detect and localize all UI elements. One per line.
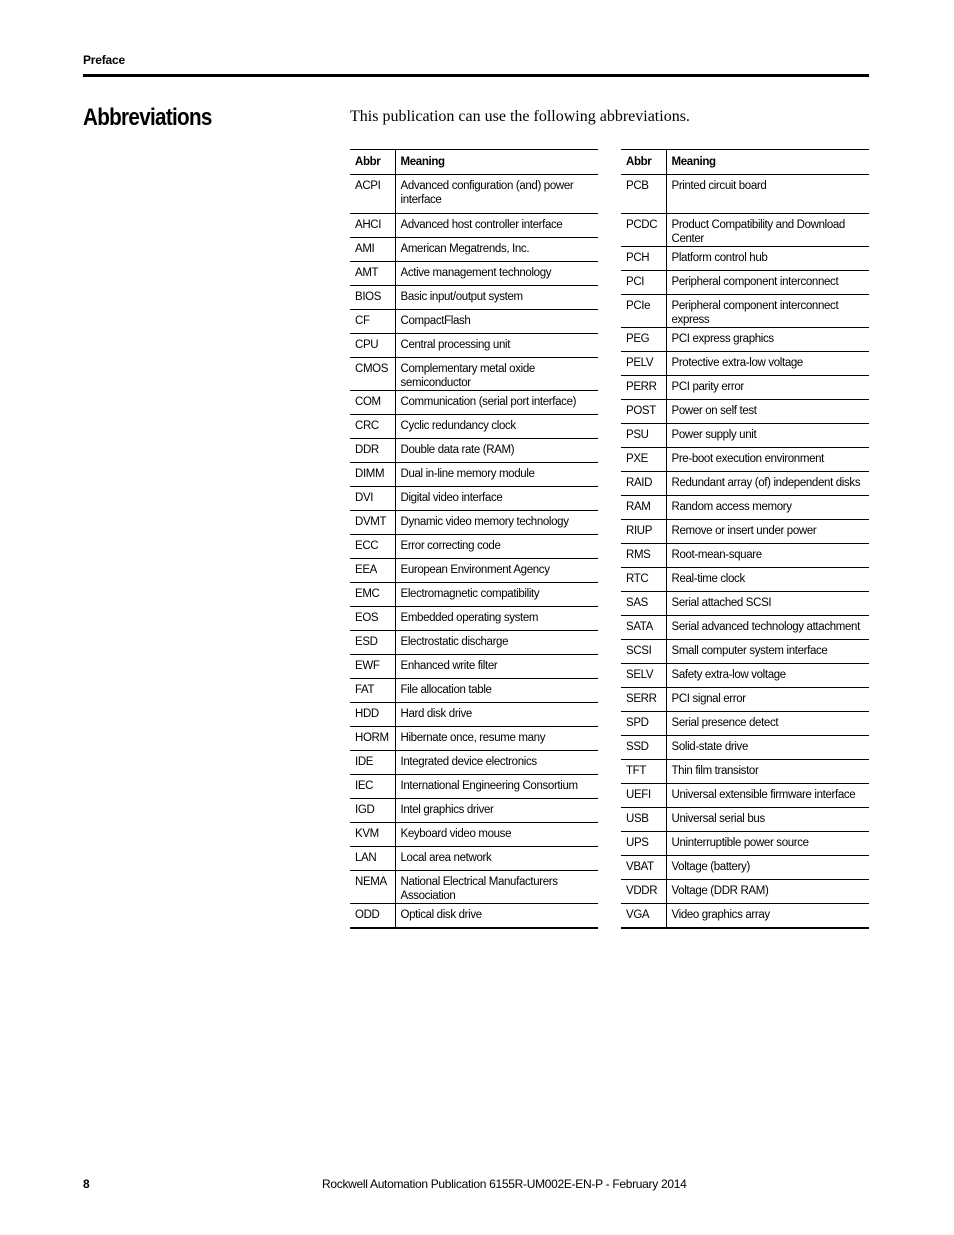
meaning-cell: Platform control hub [666,247,869,271]
meaning-cell: Error correcting code [395,535,598,559]
meaning-cell: Product Compatibility and Download Center [666,214,869,247]
meaning-cell: Pre-boot execution environment [666,448,869,472]
meaning-cell: Electrostatic discharge [395,631,598,655]
table-row [350,775,598,799]
table-row [350,535,598,559]
meaning-cell: Power on self test [666,400,869,424]
meaning-cell: Redundant array (of) independent disks [666,472,869,496]
table-row [350,439,598,463]
table-row [621,640,869,664]
meaning-cell: Central processing unit [395,334,598,358]
table-row [350,799,598,823]
table-row [621,568,869,592]
abbr-cell: AMT [350,262,395,286]
abbr-cell: HORM [350,727,395,751]
abbr-cell: ESD [350,631,395,655]
column-header-abbr: Abbr [621,150,666,175]
table-row [350,415,598,439]
abbr-cell: UPS [621,832,666,856]
meaning-cell: Embedded operating system [395,607,598,631]
abbr-cell: EWF [350,655,395,679]
meaning-cell: International Engineering Consortium [395,775,598,799]
table-row [350,175,598,214]
header-rule [83,74,869,77]
meaning-cell: Communication (serial port interface) [395,391,598,415]
table-row [621,616,869,640]
abbr-cell: EOS [350,607,395,631]
table-row [350,358,598,391]
table-row [350,904,598,928]
section-title: Abbreviations [83,104,212,131]
intro-text: This publication can use the following abbreviations. [350,108,690,125]
abbr-cell: VGA [621,904,666,928]
abbr-cell: TFT [621,760,666,784]
meaning-cell: PCI express graphics [666,328,869,352]
abbr-cell: PELV [621,352,666,376]
abbreviations-table-right [621,149,869,929]
meaning-cell: Integrated device electronics [395,751,598,775]
abbr-cell: CMOS [350,358,395,391]
meaning-cell: Advanced host controller interface [395,214,598,238]
meaning-cell: Universal serial bus [666,808,869,832]
table-row [621,271,869,295]
table-row [350,487,598,511]
table-row [621,214,869,247]
meaning-cell: Remove or insert under power [666,520,869,544]
table-row [621,247,869,271]
abbr-cell: SATA [621,616,666,640]
meaning-cell: Voltage (battery) [666,856,869,880]
table-row [621,400,869,424]
abbr-cell: KVM [350,823,395,847]
abbr-cell: PCI [621,271,666,295]
meaning-cell: Root-mean-square [666,544,869,568]
meaning-cell: Serial presence detect [666,712,869,736]
abbr-cell: CRC [350,415,395,439]
abbr-cell: ODD [350,904,395,928]
meaning-cell: Optical disk drive [395,904,598,928]
table-row [350,727,598,751]
abbr-cell: UEFI [621,784,666,808]
column-header-abbr: Abbr [350,150,395,175]
meaning-cell: Solid-state drive [666,736,869,760]
abbr-cell: ACPI [350,175,395,214]
abbr-cell: RMS [621,544,666,568]
column-header-meaning: Meaning [395,150,598,175]
abbr-cell: LAN [350,847,395,871]
abbr-cell: SCSI [621,640,666,664]
table-row [621,352,869,376]
meaning-cell: PCI parity error [666,376,869,400]
table-row [621,880,869,904]
table-header-row [621,150,869,175]
meaning-cell: Safety extra-low voltage [666,664,869,688]
meaning-cell: National Electrical Manufacturers Association [395,871,598,904]
table-row [350,607,598,631]
table-row [621,736,869,760]
abbr-cell: CF [350,310,395,334]
table-row [350,286,598,310]
table-row [350,583,598,607]
table-row [350,238,598,262]
abbr-cell: DDR [350,439,395,463]
meaning-cell: Basic input/output system [395,286,598,310]
abbr-cell: SSD [621,736,666,760]
abbr-cell: COM [350,391,395,415]
table-row [621,592,869,616]
table-row [621,376,869,400]
meaning-cell: Intel graphics driver [395,799,598,823]
abbr-cell: IDE [350,751,395,775]
abbr-cell: DVMT [350,511,395,535]
abbreviations-table-left [350,149,598,929]
table-row [350,463,598,487]
table-row [621,520,869,544]
meaning-cell: Hibernate once, resume many [395,727,598,751]
table-row [350,847,598,871]
abbr-cell: EEA [350,559,395,583]
abbr-cell: CPU [350,334,395,358]
meaning-cell: Universal extensible firmware interface [666,784,869,808]
abbr-cell: PSU [621,424,666,448]
meaning-cell: Power supply unit [666,424,869,448]
table-row [350,823,598,847]
abbr-cell: ECC [350,535,395,559]
table-row [621,472,869,496]
abbr-cell: RTC [621,568,666,592]
table-row [621,784,869,808]
table-row [621,856,869,880]
abbr-cell: PEG [621,328,666,352]
meaning-cell: American Megatrends, Inc. [395,238,598,262]
table-row [621,808,869,832]
abbr-cell: VBAT [621,856,666,880]
meaning-cell: Video graphics array [666,904,869,928]
meaning-cell: Protective extra-low voltage [666,352,869,376]
table-row [350,214,598,238]
meaning-cell: Dual in-line memory module [395,463,598,487]
table-row [621,328,869,352]
meaning-cell: Serial advanced technology attachment [666,616,869,640]
meaning-cell: Hard disk drive [395,703,598,727]
running-head: Preface [83,53,125,67]
abbr-cell: USB [621,808,666,832]
abbr-cell: AHCI [350,214,395,238]
abbr-cell: PCB [621,175,666,214]
meaning-cell: Digital video interface [395,487,598,511]
table-row [350,334,598,358]
abbr-cell: PCH [621,247,666,271]
meaning-cell: Advanced configuration (and) power interface [395,175,598,214]
table-row [350,679,598,703]
meaning-cell: Local area network [395,847,598,871]
abbr-cell: RAM [621,496,666,520]
abbr-cell: DVI [350,487,395,511]
meaning-cell: Peripheral component interconnect express [666,295,869,328]
meaning-cell: Active management technology [395,262,598,286]
table-row [621,760,869,784]
table-row [621,832,869,856]
table-row [621,664,869,688]
meaning-cell: Peripheral component interconnect [666,271,869,295]
meaning-cell: Cyclic redundancy clock [395,415,598,439]
meaning-cell: Random access memory [666,496,869,520]
footer-publication: Rockwell Automation Publication 6155R-UM002E-EN-P - February 2014 [322,1177,687,1191]
meaning-cell: Uninterruptible power source [666,832,869,856]
table-row [350,655,598,679]
abbr-cell: NEMA [350,871,395,904]
column-header-meaning: Meaning [666,150,869,175]
abbr-cell: PCDC [621,214,666,247]
meaning-cell: Printed circuit board [666,175,869,214]
meaning-cell: European Environment Agency [395,559,598,583]
table-row [621,712,869,736]
table-row [621,448,869,472]
meaning-cell: Serial attached SCSI [666,592,869,616]
table-row [621,424,869,448]
abbr-cell: HDD [350,703,395,727]
meaning-cell: Voltage (DDR RAM) [666,880,869,904]
abbr-cell: VDDR [621,880,666,904]
table-row [621,904,869,928]
meaning-cell: File allocation table [395,679,598,703]
abbr-cell: SPD [621,712,666,736]
page-number: 8 [83,1177,90,1191]
table-row [350,391,598,415]
table-row [350,703,598,727]
table-row [350,262,598,286]
table-row [621,295,869,328]
abbr-cell: PXE [621,448,666,472]
meaning-cell: Keyboard video mouse [395,823,598,847]
table-row [621,688,869,712]
abbr-cell: RIUP [621,520,666,544]
table-row [350,751,598,775]
abbr-cell: IGD [350,799,395,823]
meaning-cell: PCI signal error [666,688,869,712]
abbr-cell: SELV [621,664,666,688]
table-row [621,544,869,568]
meaning-cell: Real-time clock [666,568,869,592]
meaning-cell: Enhanced write filter [395,655,598,679]
table-row [350,871,598,904]
meaning-cell: Double data rate (RAM) [395,439,598,463]
table-row [350,631,598,655]
table-row [350,559,598,583]
abbr-cell: AMI [350,238,395,262]
meaning-cell: Electromagnetic compatibility [395,583,598,607]
meaning-cell: Thin film transistor [666,760,869,784]
abbr-cell: IEC [350,775,395,799]
abbr-cell: PERR [621,376,666,400]
abbr-cell: RAID [621,472,666,496]
table-row [621,175,869,214]
abbr-cell: SERR [621,688,666,712]
meaning-cell: Small computer system interface [666,640,869,664]
abbr-cell: POST [621,400,666,424]
meaning-cell: Dynamic video memory technology [395,511,598,535]
abbr-cell: EMC [350,583,395,607]
abbr-cell: DIMM [350,463,395,487]
meaning-cell: CompactFlash [395,310,598,334]
abbr-cell: PCIe [621,295,666,328]
table-row [350,310,598,334]
table-row [350,511,598,535]
table-row [621,496,869,520]
abbr-cell: SAS [621,592,666,616]
meaning-cell: Complementary metal oxide semiconductor [395,358,598,391]
abbr-cell: BIOS [350,286,395,310]
table-header-row [350,150,598,175]
abbr-cell: FAT [350,679,395,703]
